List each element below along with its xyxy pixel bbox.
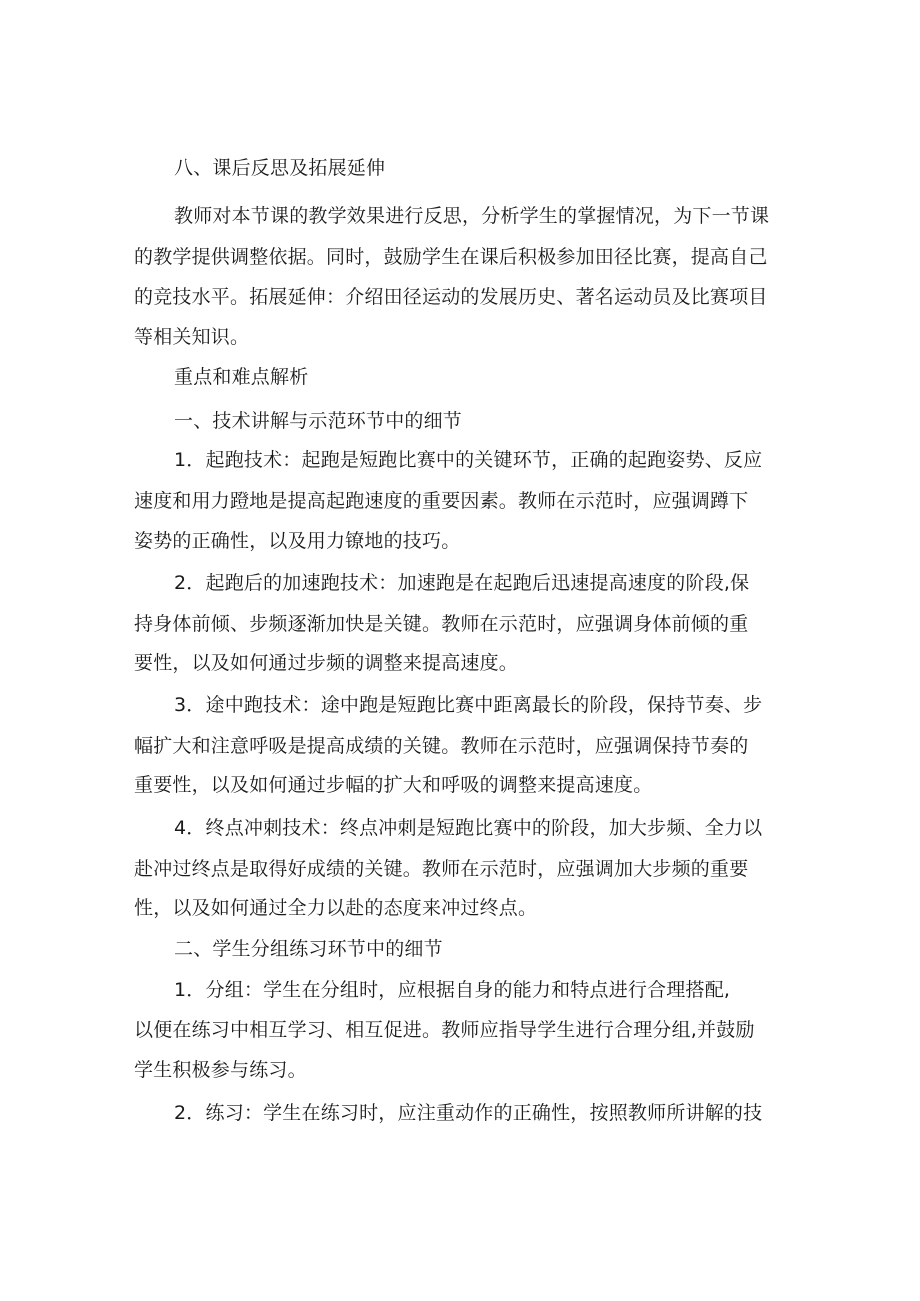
part2-heading: 二、学生分组练习环节中的细节 [174, 938, 443, 960]
section8-line-4: 等相关知识。 [134, 326, 250, 348]
part1-item2-line-2: 持身体前倾、步频逐渐加快是关键。教师在示范时，应强调身体前倾的重 [134, 613, 749, 635]
part1-item1-line-1: 1．起跑技术：起跑是短跑比赛中的关键环节，正确的起跑姿势、反应 [174, 449, 763, 471]
part2-item1-line-2: 以便在练习中相互学习、相互促进。教师应指导学生进行合理分组,并鼓励 [134, 1019, 755, 1041]
part1-item4-line-2: 赴冲过终点是取得好成绩的关键。教师在示范时，应强调加大步频的重要 [134, 858, 749, 880]
part1-heading: 一、技术讲解与示范环节中的细节 [174, 410, 463, 432]
section8-line-1: 教师对本节课的教学效果进行反思，分析学生的掌握情况，为下一节课 [174, 205, 770, 227]
part1-item2-line-3: 要性，以及如何通过步频的调整来提高速度。 [134, 652, 519, 674]
section8-heading: 八、课后反思及拓展延伸 [174, 157, 386, 179]
part1-item4-line-1: 4．终点冲刺技术：终点冲刺是短跑比赛中的阶段，加大步频、全力以 [174, 817, 763, 839]
part1-item3-line-2: 幅扩大和注意呼吸是提高成绩的关键。教师在示范时，应强调保持节奏的 [134, 735, 749, 757]
analysis-heading: 重点和难点解析 [174, 366, 309, 388]
part2-item1-line-1: 1．分组：学生在分组时，应根据自身的能力和特点进行合理搭配, [174, 979, 731, 1001]
part1-item3-line-3: 重要性，以及如何通过步幅的扩大和呼吸的调整来提高速度。 [134, 774, 653, 796]
part2-item1-line-3: 学生积极参与练习。 [134, 1059, 307, 1081]
part1-item1-line-3: 姿势的正确性，以及用力镣地的技巧。 [134, 530, 461, 552]
section8-line-3: 的竞技水平。拓展延伸：介绍田径运动的发展历史、著名运动员及比赛项目 [134, 286, 768, 308]
part1-item2-line-1: 2．起跑后的加速跑技术：加速跑是在起跑后迅速提高速度的阶段,保 [174, 572, 750, 594]
part2-item2-line-1: 2．练习：学生在练习时，应注重动作的正确性，按照教师所讲解的技 [174, 1102, 763, 1124]
part1-item1-line-2: 速度和用力蹬地是提高起跑速度的重要因素。教师在示范时，应强调蹲下 [134, 490, 749, 512]
section8-line-2: 的教学提供调整依据。同时，鼓励学生在课后积极参加田径比赛，提高自己 [134, 246, 768, 268]
part1-item4-line-3: 性，以及如何通过全力以赴的态度来冲过终点。 [134, 897, 538, 919]
part1-item3-line-1: 3．途中跑技术：途中跑是短跑比赛中距离最长的阶段，保持节奏、步 [174, 694, 763, 716]
